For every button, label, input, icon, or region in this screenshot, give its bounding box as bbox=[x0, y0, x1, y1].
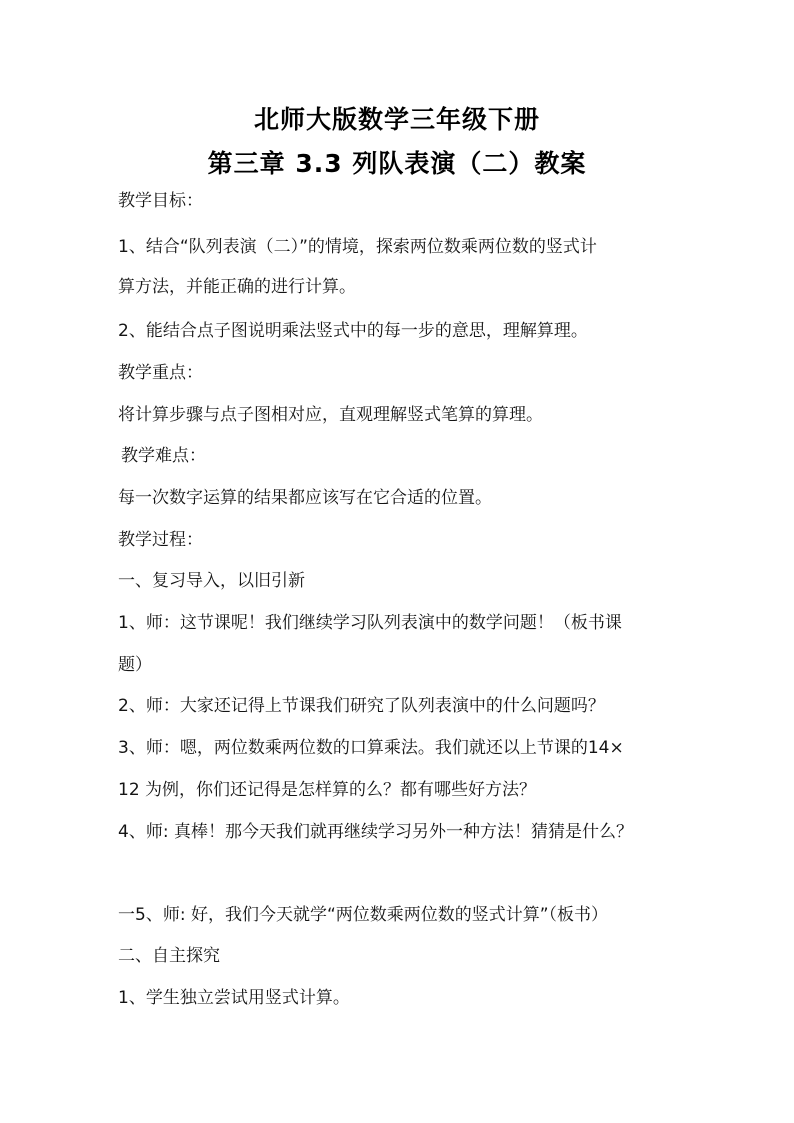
objective-item-1: 1、结合“队列表演（二）”的情境，探索两位数乘两位数的竖式计 bbox=[118, 237, 597, 257]
document-title: 北师大版数学三年级下册 bbox=[253, 105, 540, 134]
process-paragraph: 一5、师: 好，我们今天就学“两位数乘两位数的竖式计算”（板书） bbox=[118, 905, 609, 925]
objective-item-2: 2、能结合点子图说明乘法竖式中的每一步的意思，理解算理。 bbox=[118, 321, 588, 341]
section-heading-objectives: 教学目标： bbox=[118, 191, 203, 211]
process-paragraph: 2、师：大家还记得上节课我们研究了队列表演中的什么问题吗？ bbox=[118, 696, 605, 716]
objective-item-1-continued: 算方法，并能正确的进行计算。 bbox=[118, 277, 356, 297]
process-paragraph: 1、师：这节课呢！我们继续学习队列表演中的数学问题！（板书课 bbox=[118, 613, 622, 633]
section-heading-difficulties: 教学难点： bbox=[121, 446, 206, 466]
document-subtitle: 第三章 3.3 列队表演（二）教案 bbox=[207, 149, 587, 178]
process-paragraph: 1、学生独立尝试用竖式计算。 bbox=[118, 988, 350, 1008]
key-point-text: 将计算步骤与点子图相对应，直观理解竖式笔算的算理。 bbox=[118, 405, 543, 425]
process-paragraph: 3、师：嗯，两位数乘两位数的口算乘法。我们就还以上节课的14× bbox=[118, 738, 624, 758]
process-paragraph-continued: 题） bbox=[118, 655, 152, 675]
difficulty-text: 每一次数字运算的结果都应该写在它合适的位置。 bbox=[118, 488, 492, 508]
process-step-heading-1: 一、复习导入，以旧引新 bbox=[118, 571, 305, 591]
section-heading-key-points: 教学重点： bbox=[118, 363, 203, 383]
section-heading-process: 教学过程： bbox=[118, 530, 203, 550]
process-step-heading-2: 二、自主探究 bbox=[118, 946, 220, 966]
process-paragraph: 4、师: 真棒！那今天我们就再继续学习另外一种方法！猜猜是什么？ bbox=[118, 822, 633, 842]
process-paragraph-continued: 12 为例，你们还记得是怎样算的么？都有哪些好方法？ bbox=[118, 780, 537, 800]
